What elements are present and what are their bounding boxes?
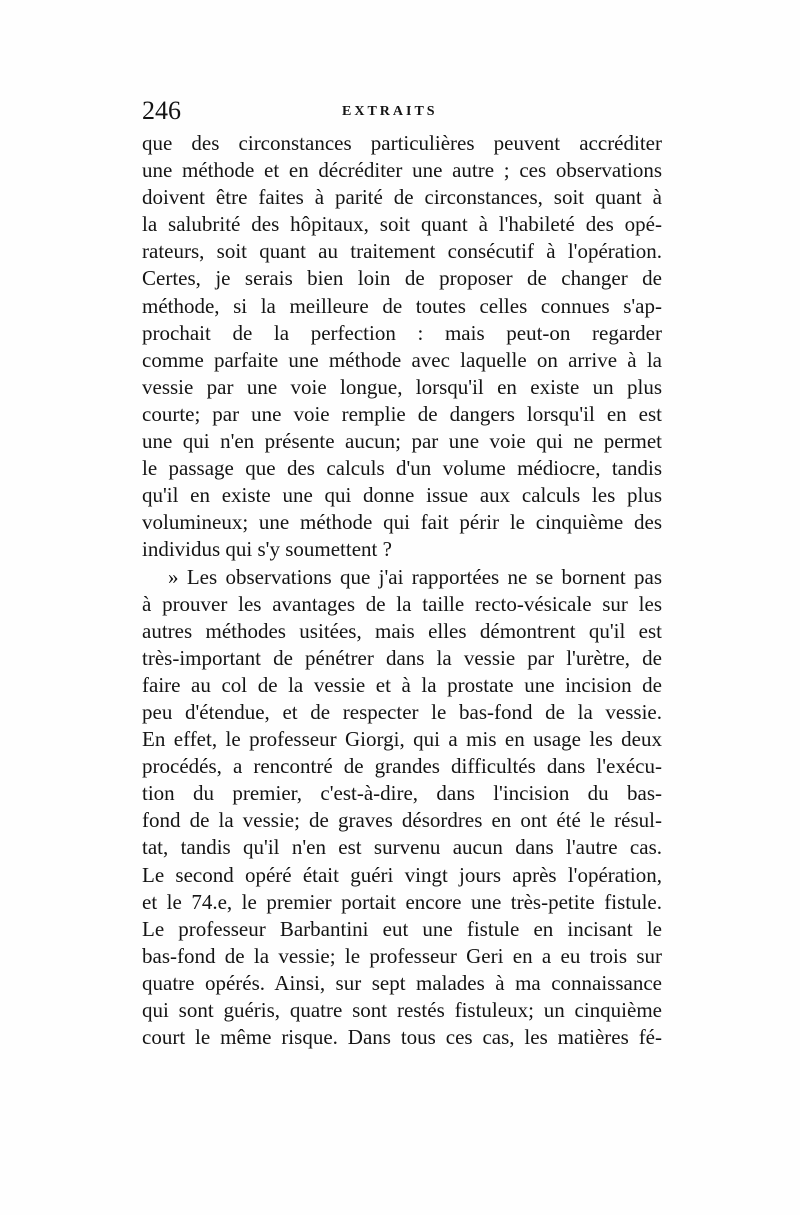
text-line: autres méthodes usitées, mais elles démontrent qu'il est bbox=[142, 618, 662, 643]
text-line: que des circonstances particulières peuvent accréditer bbox=[142, 131, 662, 155]
text-line: très-important de pénétrer dans la vessie par l'urètre, de bbox=[142, 645, 662, 670]
text-line: Le second opéré était guéri vingt jours après l'opération, bbox=[142, 862, 662, 887]
text-line: Certes, je serais bien loin de proposer de changer de bbox=[142, 266, 662, 291]
text-line: comme parfaite une méthode avec laquelle on arrive à la bbox=[142, 347, 662, 372]
text-line: vessie par une voie longue, lorsqu'il en existe un plus bbox=[142, 374, 662, 399]
text-line: prochait de la perfection : mais peut-on regarder bbox=[142, 320, 662, 345]
text-line: qui sont guéris, quatre sont restés fistuleux; un cinquième bbox=[142, 998, 662, 1022]
text-line: doivent être faites à parité de circonstances, soit quant à bbox=[142, 185, 662, 210]
body-text bbox=[142, 130, 662, 1051]
text-line: peu d'étendue, et de respecter le bas-fond de la vessie. bbox=[142, 699, 662, 724]
text-line: une qui n'en présente aucun; par une voie qui ne permet bbox=[142, 429, 662, 454]
page-number: 246 bbox=[142, 96, 181, 125]
text-line: procédés, a rencontré de grandes difficultés dans l'exécu- bbox=[142, 754, 662, 779]
text-line: volumineux; une méthode qui fait périr le cinquième des bbox=[142, 510, 662, 535]
running-head: EXTRAITS bbox=[342, 104, 438, 119]
paragraph-first-line: » Les observations que j'ai rapportées ne se bornent pas bbox=[168, 564, 662, 589]
text-line: Le professeur Barbantini eut une fistule en incisant le bbox=[142, 916, 662, 941]
text-line: méthode, si la meilleure de toutes celles connues s'ap- bbox=[142, 293, 662, 318]
text-line: court le même risque. Dans tous ces cas, les matières fé- bbox=[142, 1025, 662, 1050]
text-line: une méthode et en décréditer une autre ; ces observations bbox=[142, 158, 662, 183]
text-line: rateurs, soit quant au traitement consécutif à l'opération. bbox=[142, 239, 662, 264]
text-line: le passage que des calculs d'un volume médiocre, tandis bbox=[142, 456, 662, 481]
text-line: courte; par une voie remplie de dangers lorsqu'il en est bbox=[142, 401, 662, 426]
paragraph-last-line: individus qui s'y soumettent ? bbox=[142, 537, 392, 562]
text-line: à prouver les avantages de la taille recto-vésicale sur les bbox=[142, 591, 662, 616]
text-line: En effet, le professeur Giorgi, qui a mis en usage les deux bbox=[142, 727, 662, 752]
text-line: la salubrité des hôpitaux, soit quant à l'habileté des opé- bbox=[142, 212, 662, 237]
text-line: fond de la vessie; de graves désordres en ont été le résul- bbox=[142, 808, 662, 833]
text-line: tat, tandis qu'il n'en est survenu aucun dans l'autre cas. bbox=[142, 835, 662, 860]
text-line: et le 74.e, le premier portait encore une très-petite fistule. bbox=[142, 889, 662, 914]
page-header bbox=[142, 96, 660, 128]
text-line: tion du premier, c'est-à-dire, dans l'incision du bas- bbox=[142, 781, 662, 806]
text-line: faire au col de la vessie et à la prostate une incision de bbox=[142, 672, 662, 697]
text-line: quatre opérés. Ainsi, sur sept malades à ma connaissance bbox=[142, 970, 662, 995]
text-line: bas-fond de la vessie; le professeur Geri en a eu trois sur bbox=[142, 943, 662, 968]
text-line: qu'il en existe une qui donne issue aux calculs les plus bbox=[142, 483, 662, 508]
